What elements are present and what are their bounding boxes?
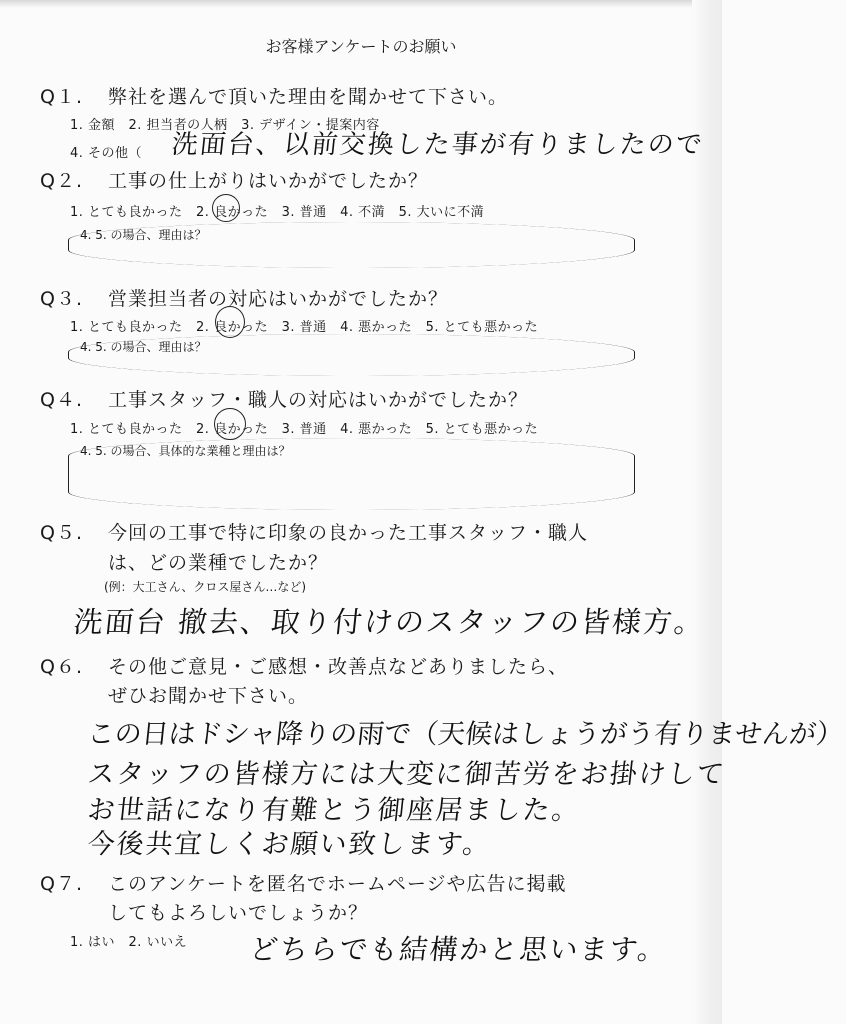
question-1-options-line2: 4. その他（ <box>70 146 143 161</box>
scan-top-edge <box>0 0 722 8</box>
question-2-answer-circle <box>212 194 240 222</box>
question-1-number: Q１. <box>40 86 83 108</box>
question-6-handwritten-line3: お世話になり有難とう御座居ました。 <box>86 795 583 826</box>
question-1 <box>40 82 508 109</box>
question-6-handwritten-line4: 今後共宜しくお願い致します。 <box>86 829 494 860</box>
question-5-example: (例：大工さん、クロス屋さん…など) <box>104 580 307 594</box>
question-6-number: Q６. <box>40 656 83 678</box>
question-3-note: 4. 5. の場合、理由は？ <box>80 340 207 354</box>
question-5-handwritten-answer: 洗面台 撤去、取り付けのスタッフの皆様方。 <box>72 605 707 639</box>
question-2-note: 4. 5. の場合、理由は？ <box>80 228 207 242</box>
question-6-handwritten-line1: この日はドシャ降りの雨で（天候はしょうがう有りませんが） <box>86 719 845 750</box>
question-7-text-line2: してもよろしいでしょうか？ <box>108 902 369 924</box>
question-4-note: 4. 5. の場合、具体的な業種と理由は？ <box>80 444 291 458</box>
question-3-text: 営業担当者の対応はいかがでしたか？ <box>108 288 449 310</box>
question-4-number: Q４. <box>40 389 83 411</box>
question-7-text-line1: このアンケートを匿名でホームページや広告に掲載 <box>108 873 567 895</box>
question-1-text: 弊社を選んで頂いた理由を聞かせて下さい。 <box>108 86 509 108</box>
question-3 <box>40 284 448 311</box>
question-6-text-line2: ぜひお聞かせ下さい。 <box>108 685 309 707</box>
question-2-number: Q２. <box>40 170 83 192</box>
question-5-text-line1: 今回の工事で特に印象の良かった工事スタッフ・職人 <box>108 522 589 544</box>
question-6-handwritten-line2: スタッフの皆様方には大変に御苦労をお掛けして <box>86 759 728 790</box>
question-3-answer-circle <box>215 306 245 338</box>
question-5-number: Q５. <box>40 522 83 544</box>
question-4-options: 1. とても良かった 2. 良かった 3. 普通 4. 悪かった 5. とても悪かった <box>70 422 539 437</box>
question-5 <box>40 518 588 545</box>
question-4 <box>40 385 528 412</box>
question-1-options-line1: 1. 金額 2. 担当者の人柄 3. デザイン・提案内容 <box>70 118 380 133</box>
question-7-handwritten-answer: どちらでも結構かと思います。 <box>248 933 670 966</box>
question-7 <box>40 869 566 896</box>
question-6 <box>40 652 568 679</box>
question-4-answer-circle <box>214 408 246 440</box>
question-2-options: 1. とても良かった 2. 良かった 3. 普通 4. 不満 5. 大いに不満 <box>70 205 485 220</box>
question-6-text-line1: その他ご意見・ご感想・改善点などありましたら、 <box>108 656 569 678</box>
question-3-options: 1. とても良かった 2. 良かった 3. 普通 4. 悪かった 5. とても悪かった <box>70 320 539 335</box>
question-2 <box>40 166 428 193</box>
survey-title: お客様アンケートのお願い <box>265 37 457 56</box>
question-1-handwritten-answer: 洗面台、以前交換した事が有りましたので <box>170 130 706 160</box>
question-7-options: 1. はい 2. いいえ <box>70 935 188 950</box>
question-7-number: Q７. <box>40 873 83 895</box>
question-5-text-line2: は、どの業種でしたか？ <box>108 552 329 574</box>
question-4-text: 工事スタッフ・職人の対応はいかがでしたか？ <box>108 389 529 411</box>
question-2-text: 工事の仕上がりはいかがでしたか？ <box>108 170 429 192</box>
question-3-number: Q３. <box>40 288 83 310</box>
